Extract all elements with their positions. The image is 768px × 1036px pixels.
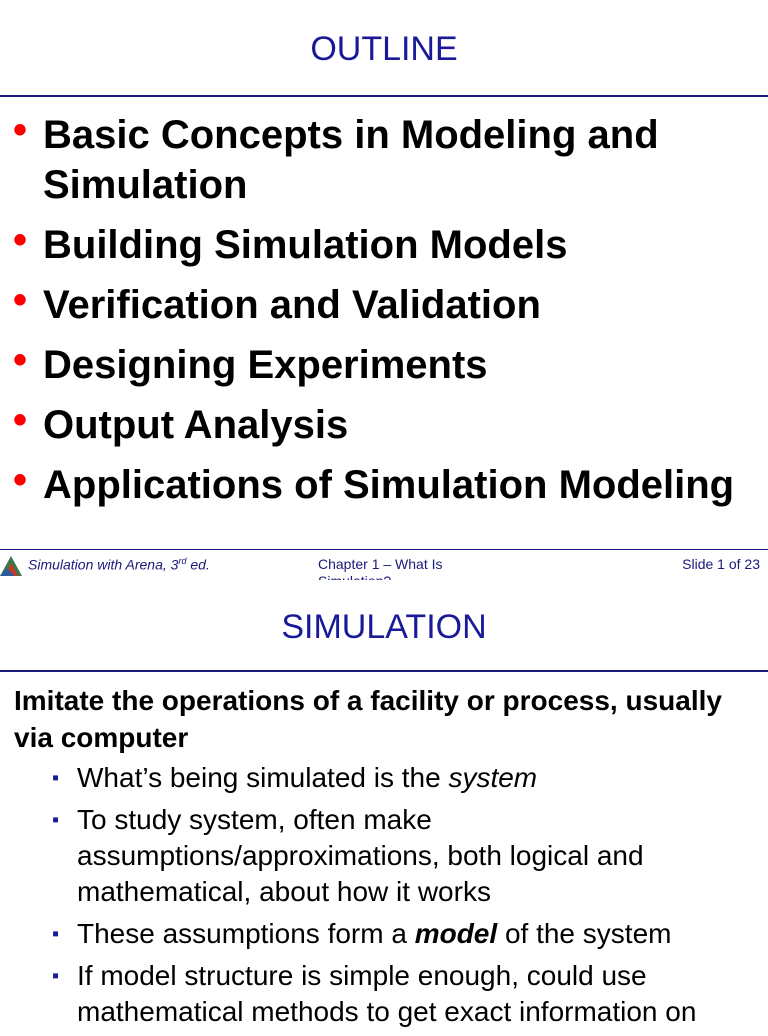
title-divider	[0, 670, 768, 672]
outline-item: • Designing Experiments	[0, 340, 768, 390]
slide-footer	[0, 550, 768, 580]
outline-item: • Verification and Validation	[0, 280, 768, 330]
bullet-dot-icon: •	[13, 108, 28, 152]
arena-logo-icon	[0, 552, 22, 576]
footer-slide-number: Slide 1 of 23	[682, 556, 760, 572]
bullet-dot-icon: •	[13, 458, 28, 502]
detail-list	[0, 760, 768, 1036]
outline-item: • Basic Concepts in Modeling and Simulation	[0, 110, 768, 210]
outline-list	[0, 110, 768, 520]
bullet-dot-icon: •	[13, 218, 28, 262]
footer-book-title: Simulation with Arena, 3rd ed.	[28, 556, 210, 573]
slide-simulation	[0, 580, 768, 1027]
slide-title: SIMULATION	[281, 608, 487, 646]
outline-item: • Applications of Simulation Modeling	[0, 460, 768, 510]
footer-chapter: Chapter 1 – What Is	[318, 556, 443, 572]
bullet-dot-icon: •	[13, 398, 28, 442]
detail-item: ▪ If model structure is simple enough, could use mathematical methods to get exact information on	[52, 960, 697, 1027]
outline-item: • Output Analysis	[0, 400, 768, 450]
square-bullet-icon: ▪	[52, 767, 60, 789]
title-divider	[0, 95, 768, 97]
outline-item: • Building Simulation Models	[0, 220, 768, 270]
square-bullet-icon: ▪	[52, 923, 60, 945]
slide-title: OUTLINE	[310, 30, 458, 68]
bullet-dot-icon: •	[13, 338, 28, 382]
lead-statement: Imitate the operations of a facility or process, usually via computer	[14, 685, 722, 753]
square-bullet-icon: ▪	[52, 809, 60, 831]
bullet-dot-icon: •	[13, 278, 28, 322]
detail-item: ▪ To study system, often make assumptions/approximations, both logical and mathematical, about how it works	[52, 804, 644, 907]
square-bullet-icon: ▪	[52, 965, 60, 987]
detail-item: ▪ These assumptions form a model of the system	[0, 916, 768, 952]
detail-item: ▪ What’s being simulated is the system	[0, 760, 768, 796]
